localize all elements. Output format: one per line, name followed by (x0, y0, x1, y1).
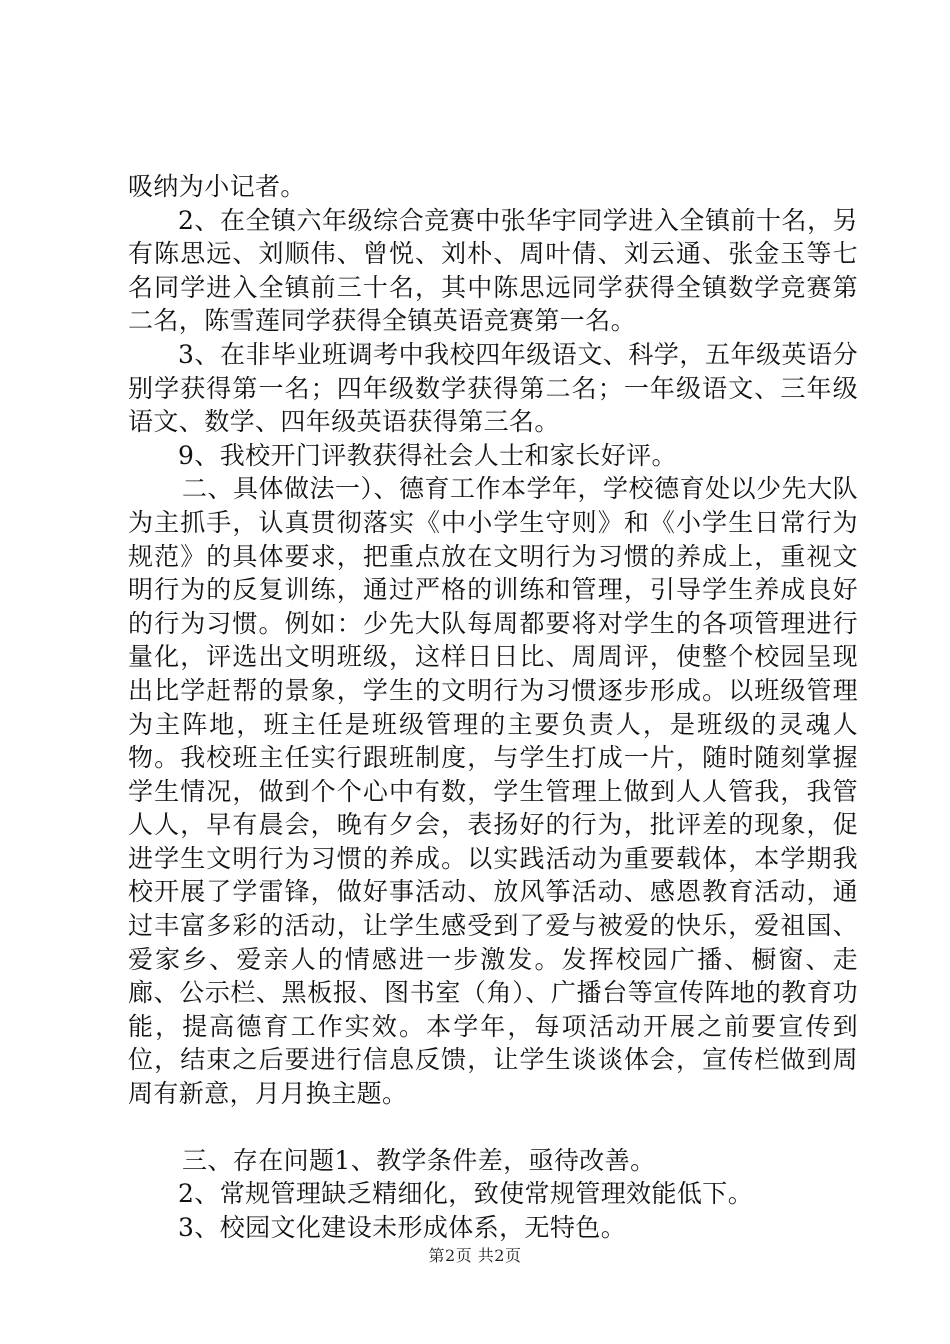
document-body (128, 170, 858, 1244)
paragraph-problem-2: 2、常规管理缺乏精细化，致使常规管理效能低下。 (178, 1179, 754, 1209)
paragraph-section-problems: 三、存在问题1、教学条件差，亟待改善。 (182, 1145, 656, 1175)
paragraph-item-9: 9、我校开门评教获得社会人士和家长好评。 (178, 440, 677, 470)
paragraph-section-practices: 二、具体做法一）、德育工作本学年，学校德育处以少先大队为主抓手，认真贯彻落实《中小学生守则》和《小学生日常行为规范》的具体要求，把重点放在文明行为习惯的养成上，重视文明行为的反复训练，通过严格的训练和管理，引导学生养成良好的行为习惯。例如：少先大队每周都要将对学生的各项管理进行量化，评选出文明班级，这样日日比、周周评，使整个校园呈现出比学赶帮的景象，学生的文明行为习惯逐步形成。以班级管理为主阵地，班主任是班级管理的主要负责人，是班级的灵魂人物。我校班主任实行跟班制度，与学生打成一片，随时随刻掌握学生情况，做到个个心中有数，学生管理上做到人人管我，我管人人，早有晨会，晚有夕会，表扬好的行为，批评差的现象，促进学生文明行为习惯的养成。以实践活动为重要载体，本学期我校开展了学雷锋，做好事活动、放风筝活动、感恩教育活动，通过丰富多彩的活动，让学生感受到了爱与被爱的快乐，爱祖国、爱家乡、爱亲人的情感进一步激发。发挥校园广播、橱窗、走廊、公示栏、黑板报、图书室（角）、广播台等宣传阵地的教育功能，提高德育工作实效。本学年，每项活动开展之前要宣传到位，结束之后要进行信息反馈，让学生谈谈体会，宣传栏做到周周有新意，月月换主题。 (128, 474, 858, 1109)
paragraph-item-3: 3、在非毕业班调考中我校四年级语文、科学，五年级英语分别学获得第一名；四年级数学获得第二名；一年级语文、三年级语文、数学、四年级英语获得第三名。 (128, 339, 858, 437)
paragraph-continuation: 吸纳为小记者。 (128, 172, 306, 201)
page-footer: 第2页 共2页 (428, 1246, 522, 1265)
paragraph-problem-3: 3、校园文化建设未形成体系，无特色。 (178, 1212, 627, 1242)
paragraph-item-2: 2、在全镇六年级综合竞赛中张华宇同学进入全镇前十名，另有陈思远、刘顺伟、曾悦、刘朴、周叶倩、刘云通、张金玉等七名同学进入全镇前三十名，其中陈思远同学获得全镇数学竞赛第二名，陈雪莲同学获得全镇英语竞赛第一名。 (128, 205, 858, 336)
